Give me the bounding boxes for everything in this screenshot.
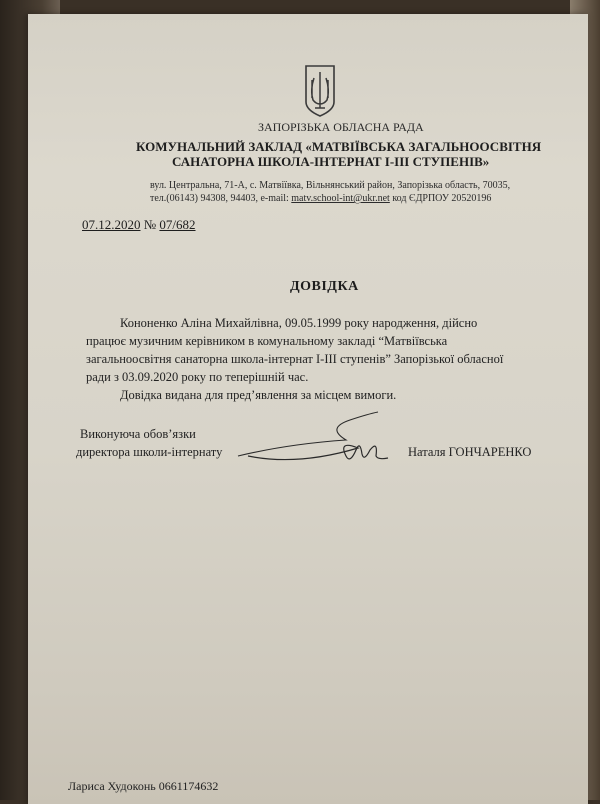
- signer-name: Наталя ГОНЧАРЕНКО: [408, 445, 532, 459]
- trident-emblem-icon: [303, 64, 337, 118]
- phone-text: тел.(06143) 94308, 94403, e-mail:: [150, 193, 292, 204]
- number-sign: №: [140, 217, 160, 232]
- institution-name-line1: КОМУНАЛЬНИЙ ЗАКЛАД «МАТВІЇВСЬКА ЗАГАЛЬНООСВІТНЯ: [136, 139, 542, 154]
- institution-name-line2: САНАТОРНА ШКОЛА-ІНТЕРНАТ І-ІІІ СТУПЕНІВ»: [172, 154, 490, 169]
- council-name: ЗАПОРІЗЬКА ОБЛАСНА РАДА: [258, 120, 424, 134]
- body-line-3: загальноосвітня санаторна школа-інтернат І-ІІІ ступенів” Запорізької обласної: [86, 352, 504, 366]
- address-line1: вул. Центральна, 71-А, с. Матвіївка, Вільнянський район, Запорізька область, 70035,: [150, 180, 511, 191]
- address-line2: [150, 193, 491, 204]
- email-link[interactable]: matv.school-int@ukr.net: [291, 193, 390, 204]
- body-line-2: працює музичним керівником в комунальному закладі “Матвіївська: [86, 334, 448, 348]
- edrpou-code: код ЄДРПОУ 20520196: [389, 193, 492, 204]
- body-line-1: Кононенко Аліна Михайлівна, 09.05.1999 року народження, дійсно: [120, 316, 478, 330]
- reference-date: 07.12.2020: [82, 217, 141, 232]
- signer-position-line2: директора школи-інтернату: [76, 445, 223, 459]
- handwritten-signature: [228, 410, 428, 480]
- document-title: ДОВІДКА: [290, 279, 359, 294]
- reference-number: [82, 217, 196, 233]
- body-line-4: ради з 03.09.2020 року по теперішній час.: [86, 370, 309, 384]
- body-line-5: Довідка видана для пред’явлення за місцем вимоги.: [120, 388, 397, 402]
- document-sheet: [28, 14, 588, 804]
- reference-code: 07/682: [159, 217, 196, 232]
- signer-position-line1: Виконуюча обов’язки: [80, 427, 196, 441]
- contact-footer: Лариса Худоконь 0661174632: [68, 779, 219, 793]
